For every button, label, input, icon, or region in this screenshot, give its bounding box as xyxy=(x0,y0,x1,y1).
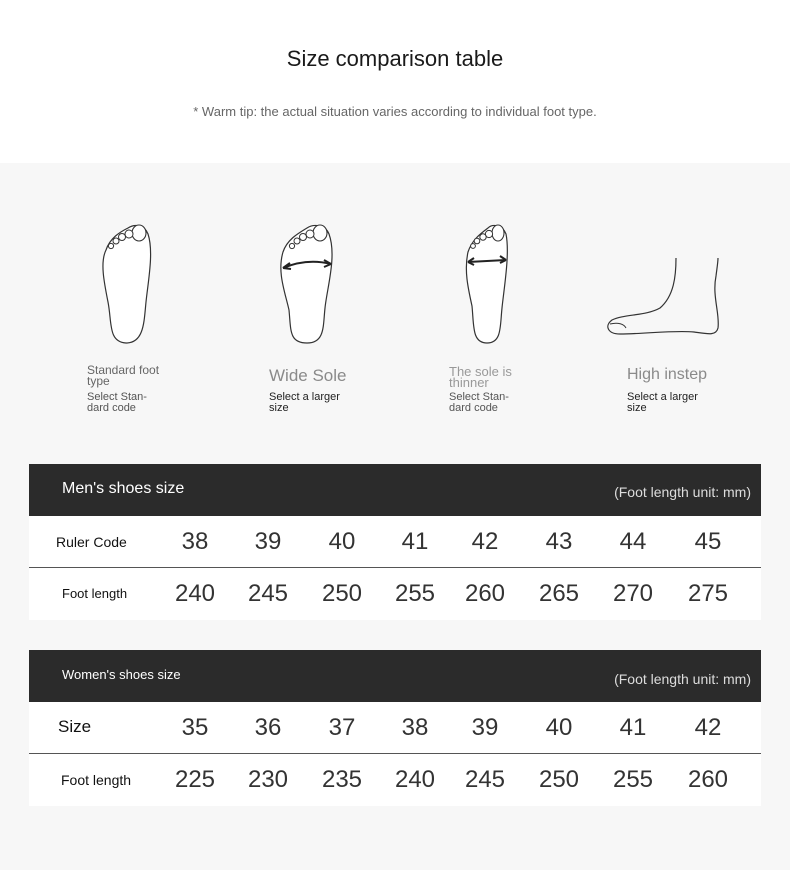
table-cell: 44 xyxy=(619,528,647,555)
foot-type-title-line: High instep xyxy=(627,366,708,383)
foot-type-title-line: type xyxy=(87,374,110,388)
table-cell: 240 xyxy=(174,580,216,607)
row-label: Ruler Code xyxy=(56,534,127,550)
table-cell: 40 xyxy=(545,714,573,741)
foot-type-sub-line: dard code xyxy=(449,402,498,414)
table-header xyxy=(29,464,761,516)
foot-type-title-thin xyxy=(449,366,512,388)
table-title: Men's shoes size xyxy=(62,480,185,497)
table-cell: 36 xyxy=(254,714,282,741)
foot-type-title-standard xyxy=(87,365,159,387)
table-cell: 240 xyxy=(394,766,436,793)
foot-type-title-line: The sole is xyxy=(449,364,512,379)
table-cell: 42 xyxy=(694,714,722,741)
table-cell: 37 xyxy=(328,714,356,741)
table-row xyxy=(29,516,761,568)
table-header xyxy=(29,650,761,702)
table-cell: 38 xyxy=(401,714,429,741)
foot-type-sub-wide xyxy=(269,392,340,414)
table-row xyxy=(29,754,761,806)
table-cell: 45 xyxy=(694,528,722,555)
table-cell: 245 xyxy=(464,766,506,793)
foot-type-sub-line: dard code xyxy=(87,402,136,414)
table-cell: 250 xyxy=(538,766,580,793)
table-cell: 275 xyxy=(687,580,729,607)
womens-size-table xyxy=(29,650,761,806)
table-row xyxy=(29,702,761,754)
table-cell: 265 xyxy=(538,580,580,607)
table-cell: 255 xyxy=(612,766,654,793)
table-cell: 230 xyxy=(247,766,289,793)
table-cell: 40 xyxy=(328,528,356,555)
table-unit: (Foot length unit: mm) xyxy=(614,671,751,687)
table-cell: 255 xyxy=(394,580,436,607)
foot-type-sub-line: Select a larger xyxy=(627,391,698,403)
table-cell: 245 xyxy=(247,580,289,607)
standard-foot-icon xyxy=(98,222,156,348)
foot-type-sub-instep xyxy=(627,392,698,414)
table-title: Women's shoes size xyxy=(62,667,181,682)
foot-type-title-line: Standard foot xyxy=(87,363,160,377)
row-label: Size xyxy=(58,717,92,736)
table-cell: 260 xyxy=(464,580,506,607)
foot-type-sub-line: Select Stan- xyxy=(87,391,147,403)
table-row xyxy=(29,568,761,620)
foot-type-sub-line: size xyxy=(269,402,289,414)
table-cell: 39 xyxy=(254,528,282,555)
page-title: Size comparison table xyxy=(286,46,504,71)
table-cell: 250 xyxy=(321,580,363,607)
row-label: Foot length xyxy=(62,586,128,601)
table-cell: 270 xyxy=(612,580,654,607)
table-cell: 43 xyxy=(545,528,573,555)
table-cell: 225 xyxy=(174,766,216,793)
header-section xyxy=(0,0,790,163)
warm-tip: * Warm tip: the actual situation varies according to individual foot type. xyxy=(193,104,597,119)
row-label: Foot length xyxy=(61,772,132,788)
wide-sole-foot-icon xyxy=(277,222,337,348)
table-cell: 42 xyxy=(471,528,499,555)
foot-type-title-line: Wide Sole xyxy=(269,366,347,385)
table-cell: 41 xyxy=(401,528,429,555)
foot-type-title-instep xyxy=(627,366,707,384)
foot-type-sub-thin xyxy=(449,392,509,414)
foot-type-title-line: thinner xyxy=(449,375,489,390)
thin-sole-foot-icon xyxy=(462,222,512,348)
table-cell: 39 xyxy=(471,714,499,741)
foot-type-sub-line: Select Stan- xyxy=(449,391,509,403)
foot-type-sub-line: Select a larger xyxy=(269,391,340,403)
foot-type-sub-standard xyxy=(87,392,147,414)
table-cell: 260 xyxy=(687,766,729,793)
table-cell: 235 xyxy=(321,766,363,793)
table-cell: 35 xyxy=(181,714,209,741)
table-cell: 38 xyxy=(181,528,209,555)
table-unit: (Foot length unit: mm) xyxy=(614,484,751,500)
mens-size-table xyxy=(29,464,761,620)
high-instep-foot-icon xyxy=(604,256,724,340)
foot-type-sub-line: size xyxy=(627,402,647,414)
table-cell: 41 xyxy=(619,714,647,741)
foot-type-title-wide xyxy=(269,367,346,385)
